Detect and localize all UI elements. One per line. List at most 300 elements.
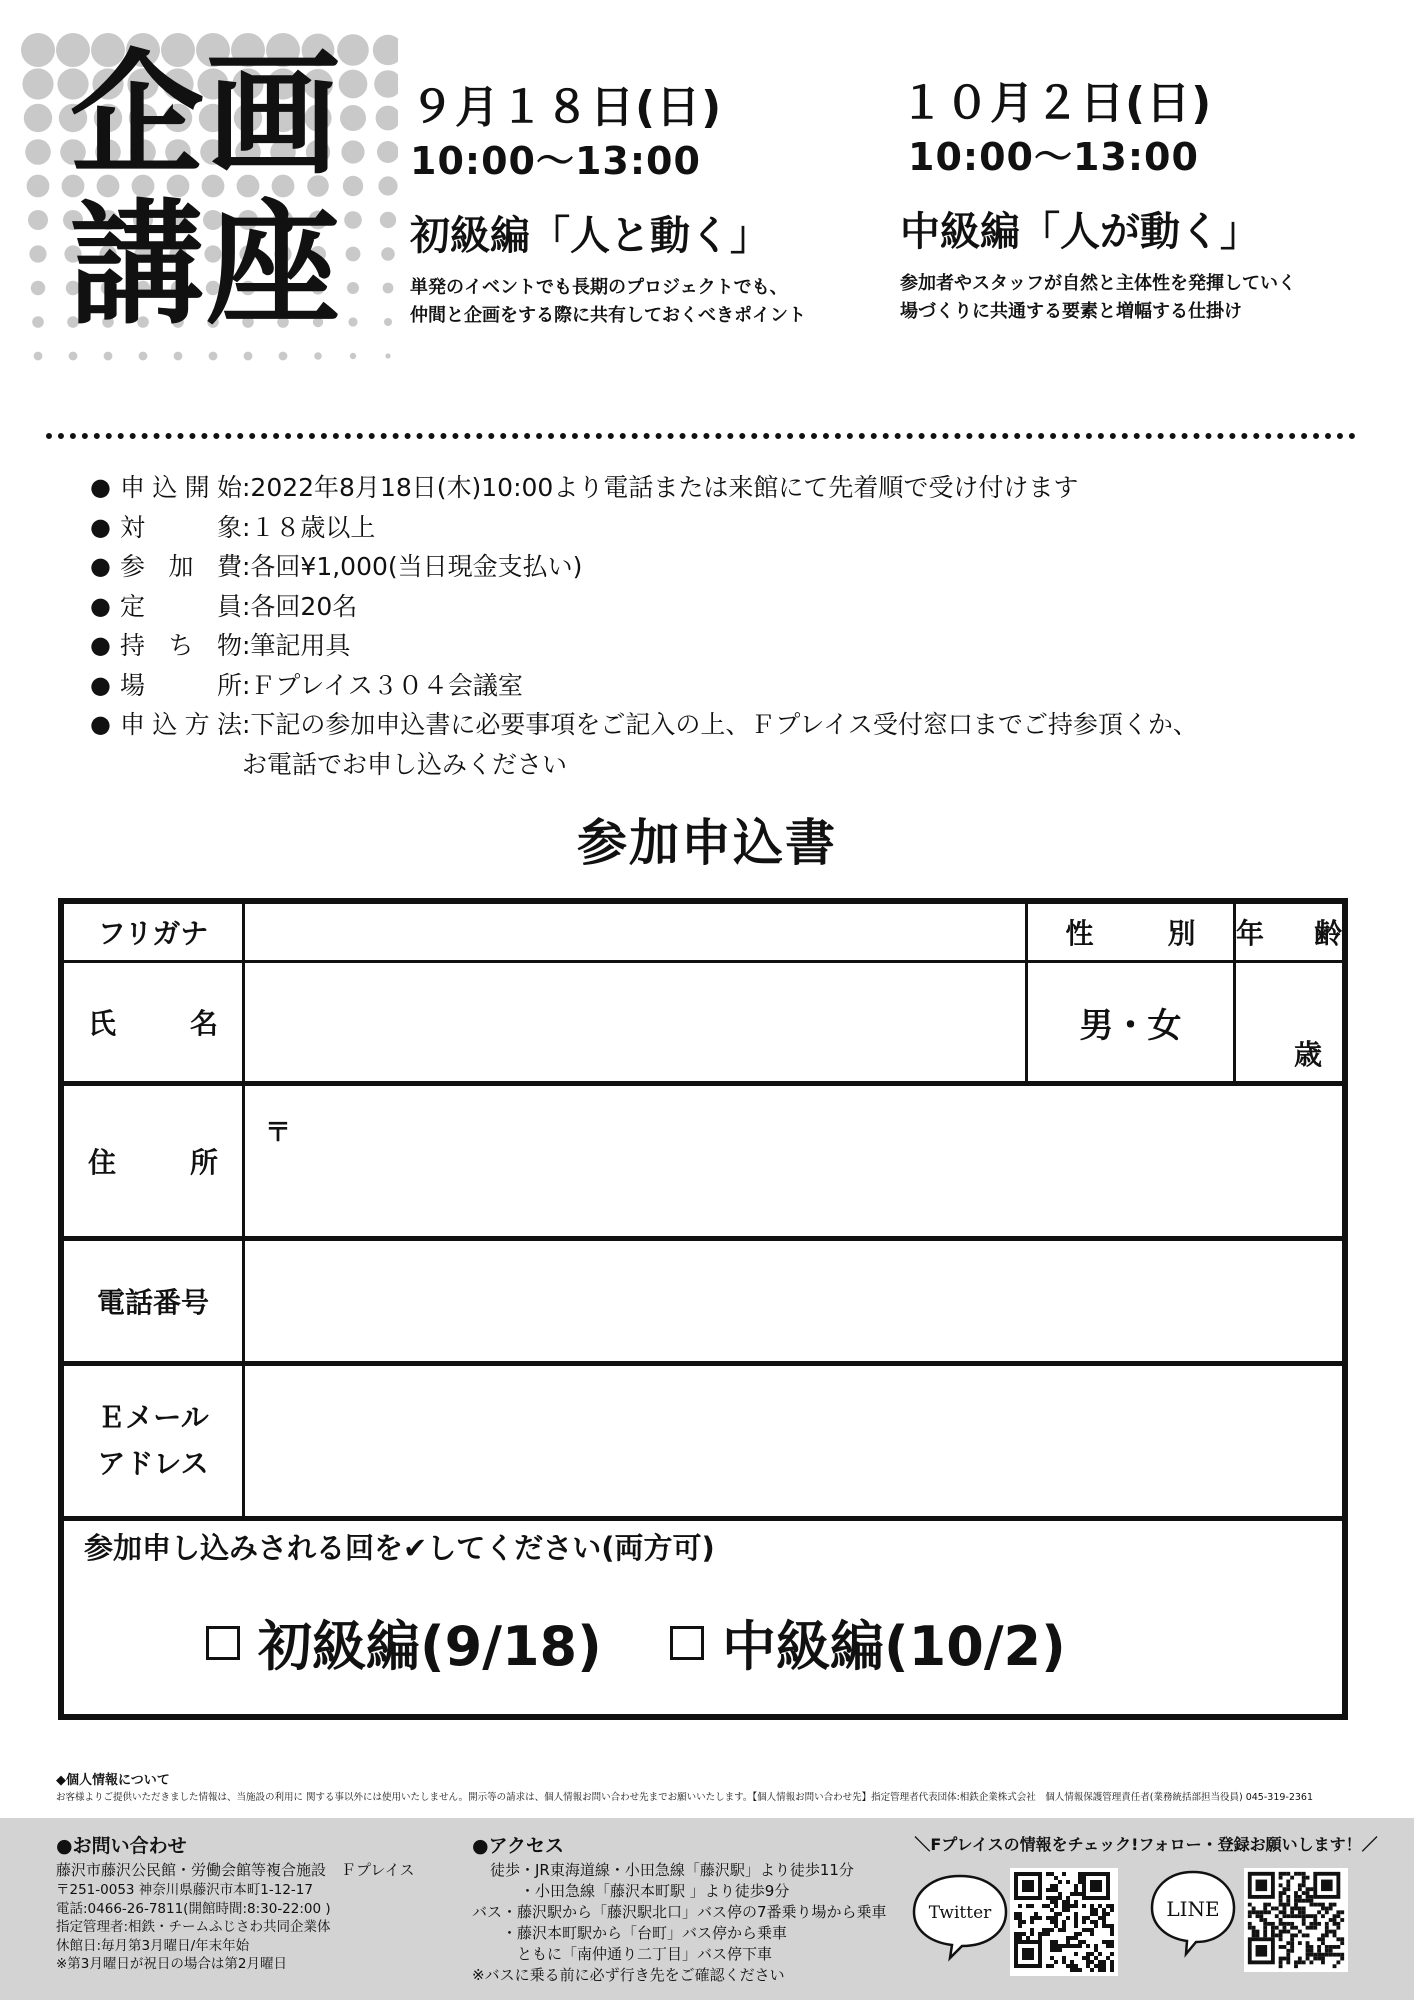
qr-module (1102, 1920, 1106, 1924)
sns-section (896, 1832, 1396, 1858)
info-label-char: 員 (216, 591, 242, 621)
qr-module (1050, 1964, 1054, 1968)
info-row (90, 705, 1350, 745)
decoration-dot (27, 175, 50, 198)
gender-label-char: 性 (1065, 917, 1094, 950)
qr-module (1333, 1933, 1337, 1937)
qr-module (1321, 1933, 1325, 1937)
qr-module (1062, 1908, 1066, 1912)
qr-module (1090, 1960, 1094, 1964)
qr-module (1309, 1903, 1313, 1907)
address-label-char: 住 (88, 1146, 117, 1179)
qr-module (1070, 1960, 1074, 1964)
qr-module (1074, 1900, 1078, 1904)
qr-module (1094, 1908, 1098, 1912)
decoration-dot (21, 33, 55, 67)
decoration-dot (380, 212, 396, 228)
qr-module (1074, 1884, 1078, 1888)
qr-module (1090, 1932, 1094, 1936)
info-label-char: 法 (216, 710, 242, 739)
contact-line: 指定管理者:相鉄・チームふじさわ共同企業体 (56, 1919, 331, 1935)
qr-module (1294, 1872, 1298, 1876)
qr-module (1018, 1936, 1022, 1940)
qr-module (1329, 1945, 1333, 1949)
qr-module (1098, 1968, 1102, 1972)
qr-module (1275, 1926, 1279, 1930)
qr-module (1290, 1945, 1294, 1949)
twitter-bubble-icon[interactable] (910, 1870, 1010, 1962)
qr-module (1102, 1964, 1106, 1968)
qr-module (1090, 1928, 1094, 1932)
qr-module (1066, 1940, 1070, 1944)
qr-module (1082, 1916, 1086, 1920)
qr-module (1256, 1945, 1268, 1957)
qr-module (1102, 1968, 1106, 1972)
qr-module (1290, 1914, 1294, 1918)
qr-module (1252, 1933, 1256, 1937)
qr-module (1306, 1949, 1310, 1953)
access-line: ・小田急線「藤沢本町駅 」より徒歩9分 (490, 1882, 790, 1900)
qr-module (1275, 1914, 1279, 1918)
access-line: ※バスに乗る前に必ず行き先をご確認ください (472, 1966, 785, 1984)
info-label-char: 始 (216, 473, 242, 502)
decoration-dot (34, 352, 43, 361)
choice-intermediate[interactable] (670, 1604, 1066, 1681)
qr-module (1110, 1960, 1114, 1964)
qr-module (1279, 1957, 1283, 1961)
qr-module (1054, 1944, 1058, 1948)
qr-module (1062, 1960, 1066, 1964)
qr-module (1317, 1910, 1321, 1914)
form-gridline (1233, 904, 1236, 1081)
qr-module (1306, 1945, 1310, 1949)
info-label-char: 対 (120, 512, 146, 542)
qr-module (1046, 1964, 1050, 1968)
qr-module (1317, 1949, 1321, 1953)
contact-line: 電話:0466-26-7811(開館時間:8:30-22:00 ) (56, 1900, 331, 1917)
qr-module (1302, 1872, 1306, 1876)
qr-module (1317, 1945, 1321, 1949)
qr-module (1259, 1910, 1263, 1914)
qr-module (1333, 1953, 1337, 1957)
info-value: :2022年8月18日(木)10:00より電話または来館にて先着順で受け付けます (242, 473, 1079, 502)
qr-module (1279, 1964, 1283, 1968)
qr-module (1038, 1936, 1042, 1940)
qr-module (1298, 1930, 1302, 1934)
qr-module (1286, 1903, 1290, 1907)
qr-module (1279, 1876, 1283, 1880)
qr-module (1283, 1872, 1287, 1876)
info-label-char: 申 (120, 473, 146, 502)
qr-module (1286, 1880, 1290, 1884)
qr-module (1082, 1940, 1086, 1944)
qr-module (1050, 1920, 1054, 1924)
qr-module (1062, 1904, 1066, 1908)
qr-module (1279, 1910, 1283, 1914)
qr-module (1306, 1899, 1310, 1903)
info-label (120, 508, 242, 548)
qr-module (1098, 1952, 1102, 1956)
info-label (120, 705, 242, 745)
qr-module (1070, 1944, 1074, 1948)
qr-module (1106, 1956, 1110, 1960)
qr-module (1078, 1876, 1082, 1880)
info-label (120, 666, 242, 706)
qr-module (1298, 1872, 1302, 1876)
info-label-char: 方 (184, 710, 210, 739)
bullet-icon: ● (90, 552, 111, 580)
access-line: 徒歩・JR東海道線・小田急線「藤沢駅」より徒歩11分 (490, 1861, 854, 1879)
info-row (90, 666, 1350, 706)
qr-module (1290, 1876, 1294, 1880)
qr-module (1321, 1953, 1325, 1957)
furigana-field[interactable] (245, 904, 1025, 960)
qr-module (1290, 1922, 1294, 1926)
qr-module (1286, 1887, 1290, 1891)
qr-module (1062, 1872, 1066, 1876)
qr-module (1283, 1907, 1287, 1911)
qr-module (1252, 1930, 1256, 1934)
qr-module (1321, 1880, 1333, 1892)
qr-module (1094, 1944, 1098, 1948)
qr-module (1333, 1922, 1337, 1926)
decoration-dot (24, 104, 52, 132)
qr-module (1302, 1907, 1306, 1911)
qr-module (1294, 1899, 1298, 1903)
qr-module (1263, 1903, 1267, 1907)
qr-module (1286, 1949, 1290, 1953)
qr-module (1046, 1916, 1050, 1920)
info-value: :Ｆプレイス３０４会議室 (242, 670, 523, 700)
qr-module (1066, 1904, 1070, 1908)
qr-module (1074, 1944, 1078, 1948)
qr-module (1306, 1876, 1310, 1880)
qr-module (1302, 1891, 1306, 1895)
qr-module (1329, 1907, 1333, 1911)
gender-label (1028, 904, 1233, 960)
qr-module (1283, 1930, 1287, 1934)
qr-module (1298, 1910, 1302, 1914)
qr-module (1046, 1928, 1050, 1932)
qr-module (1279, 1883, 1283, 1887)
qr-module (1082, 1928, 1086, 1932)
decoration-dot (32, 316, 44, 328)
qr-module (1018, 1904, 1022, 1908)
qr-module (1054, 1884, 1058, 1888)
qr-module (1340, 1957, 1344, 1961)
qr-module (1070, 1936, 1074, 1940)
qr-module (1302, 1933, 1306, 1937)
qr-module (1078, 1880, 1082, 1884)
phone-label: 電話番号 (96, 1286, 209, 1319)
qr-module (1275, 1907, 1279, 1911)
email-label-line: Ｅメール (97, 1401, 209, 1434)
qr-module (1279, 1933, 1283, 1937)
info-value: :筆記用具 (242, 631, 351, 660)
qr-module (1317, 1953, 1321, 1957)
session-description-line: 仲間と企画をする際に共有しておくべきポイント (410, 305, 806, 326)
qr-module (1298, 1883, 1302, 1887)
decoration-dot (28, 210, 48, 230)
age-unit: 歳 (1293, 1038, 1322, 1071)
qr-module (1110, 1940, 1114, 1944)
qr-module (1333, 1945, 1337, 1949)
qr-module (1054, 1940, 1058, 1944)
qr-module (1279, 1930, 1283, 1934)
session-date: ９月１８日(日) (410, 82, 723, 133)
qr-module (1082, 1956, 1086, 1960)
qr-module (1267, 1922, 1271, 1926)
qr-module (1329, 1949, 1333, 1953)
qr-module (1286, 1914, 1290, 1918)
qr-module (1058, 1892, 1062, 1896)
session-beginner (410, 80, 880, 330)
qr-module (1302, 1960, 1306, 1964)
qr-module (1302, 1922, 1306, 1926)
qr-module (1302, 1918, 1306, 1922)
qr-module (1259, 1918, 1263, 1922)
qr-module (1286, 1872, 1290, 1876)
page-title (70, 37, 370, 343)
qr-module (1062, 1900, 1066, 1904)
qr-module (1050, 1956, 1054, 1960)
decoration-dot (350, 353, 356, 359)
decoration-dot (69, 352, 78, 361)
age-field[interactable] (1236, 963, 1342, 1081)
qr-module (1102, 1912, 1106, 1916)
decoration-dot (244, 352, 253, 361)
follow-message: ＼Fプレイスの情報をチェック!フォロー・登録お願いします！／ (914, 1835, 1378, 1854)
qr-module (1325, 1907, 1329, 1911)
qr-module (1086, 1956, 1090, 1960)
choice-beginner[interactable] (206, 1604, 602, 1681)
info-label-char: 物 (216, 631, 242, 660)
qr-module (1094, 1920, 1098, 1924)
qr-module (1050, 1944, 1054, 1948)
qr-module (1302, 1899, 1306, 1903)
info-label-char: 場 (120, 670, 146, 700)
qr-module (1309, 1926, 1313, 1930)
qr-module (1098, 1964, 1102, 1968)
info-label (120, 587, 242, 627)
info-value: :下記の参加申込書に必要事項をご記入の上、Ｆプレイス受付窓口までご持参頂くか、 (242, 710, 1198, 739)
qr-module (1082, 1920, 1086, 1924)
qr-module (1279, 1891, 1283, 1895)
qr-module (1078, 1968, 1082, 1972)
line-bubble-icon[interactable] (1148, 1866, 1238, 1958)
qr-module (1086, 1928, 1090, 1932)
info-row (90, 587, 1350, 627)
qr-module (1317, 1922, 1321, 1926)
access-line: バス・藤沢駅から「藤沢駅北口」バス停の7番乗り場から乗車 (472, 1903, 887, 1921)
qr-module (1062, 1944, 1066, 1948)
address-label-char: 所 (189, 1146, 218, 1179)
info-label-char: 申 (120, 710, 146, 739)
qr-module (1298, 1957, 1302, 1961)
qr-module (1290, 1910, 1294, 1914)
decoration-dot (31, 281, 45, 295)
line-qr-code[interactable] (1244, 1868, 1348, 1972)
info-row-continued (90, 745, 1350, 785)
qr-module (1294, 1926, 1298, 1930)
address-field[interactable] (245, 1086, 1342, 1236)
qr-module (1271, 1926, 1275, 1930)
qr-module (1309, 1922, 1313, 1926)
session-description-line: 場づくりに共通する要素と増幅する仕掛け (900, 301, 1242, 322)
decoration-dot (385, 353, 390, 358)
qr-module (1066, 1936, 1070, 1940)
qr-module (1325, 1933, 1329, 1937)
qr-module (1290, 1926, 1294, 1930)
qr-module (1094, 1924, 1098, 1928)
access-section (472, 1832, 912, 1986)
qr-module (1306, 1895, 1310, 1899)
qr-module (1248, 1903, 1252, 1907)
address-label (64, 1086, 242, 1236)
qr-module (1329, 1903, 1333, 1907)
qr-module (1294, 1907, 1298, 1911)
qr-module (1094, 1948, 1098, 1952)
qr-module (1286, 1883, 1290, 1887)
info-label (120, 626, 242, 666)
qr-module (1058, 1896, 1062, 1900)
qr-module (1058, 1912, 1062, 1916)
qr-module (1014, 1932, 1018, 1936)
info-label-char: 参 (120, 552, 146, 581)
qr-module (1286, 1930, 1290, 1934)
phone-field[interactable] (245, 1241, 1342, 1361)
qr-module (1256, 1933, 1260, 1937)
qr-module (1086, 1952, 1090, 1956)
contact-section (56, 1832, 456, 1974)
footer (0, 1818, 1414, 2000)
qr-module (1058, 1928, 1062, 1932)
qr-module (1248, 1926, 1252, 1930)
qr-module (1054, 1900, 1058, 1904)
info-label-char: 開 (184, 473, 210, 502)
qr-module (1026, 1936, 1030, 1940)
email-field[interactable] (245, 1366, 1342, 1516)
twitter-qr-code[interactable] (1010, 1868, 1118, 1976)
form-gridline (242, 904, 245, 1516)
qr-module (1074, 1912, 1078, 1916)
decoration-dot (209, 352, 218, 361)
qr-module (1294, 1895, 1298, 1899)
qr-module (1298, 1899, 1302, 1903)
qr-module (1014, 1912, 1018, 1916)
info-label (120, 468, 242, 508)
info-label-char: 込 (152, 710, 178, 739)
qr-module (1306, 1891, 1310, 1895)
qr-module (1256, 1910, 1260, 1914)
qr-module (1306, 1953, 1310, 1957)
qr-module (1106, 1912, 1110, 1916)
qr-module (1030, 1920, 1034, 1924)
qr-module (1283, 1957, 1287, 1961)
qr-module (1110, 1928, 1114, 1932)
qr-module (1298, 1960, 1302, 1964)
qr-module (1018, 1920, 1022, 1924)
qr-module (1070, 1968, 1074, 1972)
qr-module (1279, 1945, 1283, 1949)
qr-module (1022, 1880, 1034, 1892)
qr-module (1283, 1910, 1287, 1914)
qr-module (1046, 1896, 1050, 1900)
session-check-instruction: 参加申し込みされる回を✔してください(両方可) (84, 1531, 715, 1565)
decoration-dot (314, 352, 322, 360)
qr-module (1038, 1932, 1042, 1936)
decoration-dot (174, 352, 183, 361)
qr-module (1271, 1933, 1275, 1937)
qr-module (1090, 1968, 1094, 1972)
age-label-char: 年 (1236, 917, 1265, 950)
qr-module (1106, 1940, 1110, 1944)
qr-module (1110, 1944, 1114, 1948)
checkbox-intermediate[interactable] (670, 1626, 704, 1660)
choice-beginner-label: 初級編(9/18) (258, 1615, 602, 1678)
access-line: ともに「南仲通り二丁目」バス停下車 (472, 1945, 773, 1963)
form-title: 参加申込書 (577, 814, 837, 872)
gender-option[interactable]: 男・女 (1079, 1005, 1182, 1046)
qr-module (1086, 1916, 1090, 1920)
qr-module (1309, 1945, 1313, 1949)
qr-module (1050, 1916, 1054, 1920)
email-label (64, 1366, 242, 1516)
decoration-dot (29, 245, 46, 262)
bullet-icon: ● (90, 631, 111, 659)
name-label (64, 963, 242, 1081)
qr-module (1054, 1920, 1058, 1924)
contact-line: 〒251-0053 神奈川県藤沢市本町1-12-17 (56, 1882, 313, 1898)
qr-module (1074, 1916, 1078, 1920)
qr-module (1263, 1918, 1267, 1922)
qr-module (1062, 1928, 1066, 1932)
qr-module (1256, 1914, 1260, 1918)
qr-module (1279, 1895, 1283, 1899)
qr-module (1325, 1910, 1329, 1914)
form-gridline (64, 1516, 1342, 1521)
qr-module (1066, 1964, 1070, 1968)
qr-module (1094, 1912, 1098, 1916)
name-field[interactable] (245, 963, 1025, 1081)
qr-module (1256, 1930, 1260, 1934)
info-label (120, 547, 242, 587)
qr-module (1018, 1924, 1022, 1928)
qr-module (1336, 1914, 1340, 1918)
qr-module (1263, 1907, 1267, 1911)
qr-module (1290, 1937, 1294, 1941)
qr-module (1062, 1924, 1066, 1928)
qr-module (1336, 1953, 1340, 1957)
qr-module (1018, 1916, 1022, 1920)
furigana-label: フリガナ (97, 917, 209, 950)
qr-module (1321, 1914, 1325, 1918)
contact-heading: ●お問い合わせ (56, 1835, 187, 1857)
qr-module (1290, 1941, 1294, 1945)
decoration-dot (378, 176, 397, 195)
checkbox-beginner[interactable] (206, 1626, 240, 1660)
qr-module (1070, 1964, 1074, 1968)
session-time: 10:00〜13:00 (908, 135, 1199, 179)
qr-module (1298, 1895, 1302, 1899)
line-label: LINE (1166, 1897, 1220, 1921)
qr-module (1252, 1926, 1256, 1930)
info-value: お電話でお申し込みください (242, 749, 568, 779)
qr-module (1252, 1907, 1256, 1911)
qr-module (1110, 1908, 1114, 1912)
session-date: １０月２日(日) (900, 78, 1213, 129)
qr-module (1074, 1936, 1078, 1940)
